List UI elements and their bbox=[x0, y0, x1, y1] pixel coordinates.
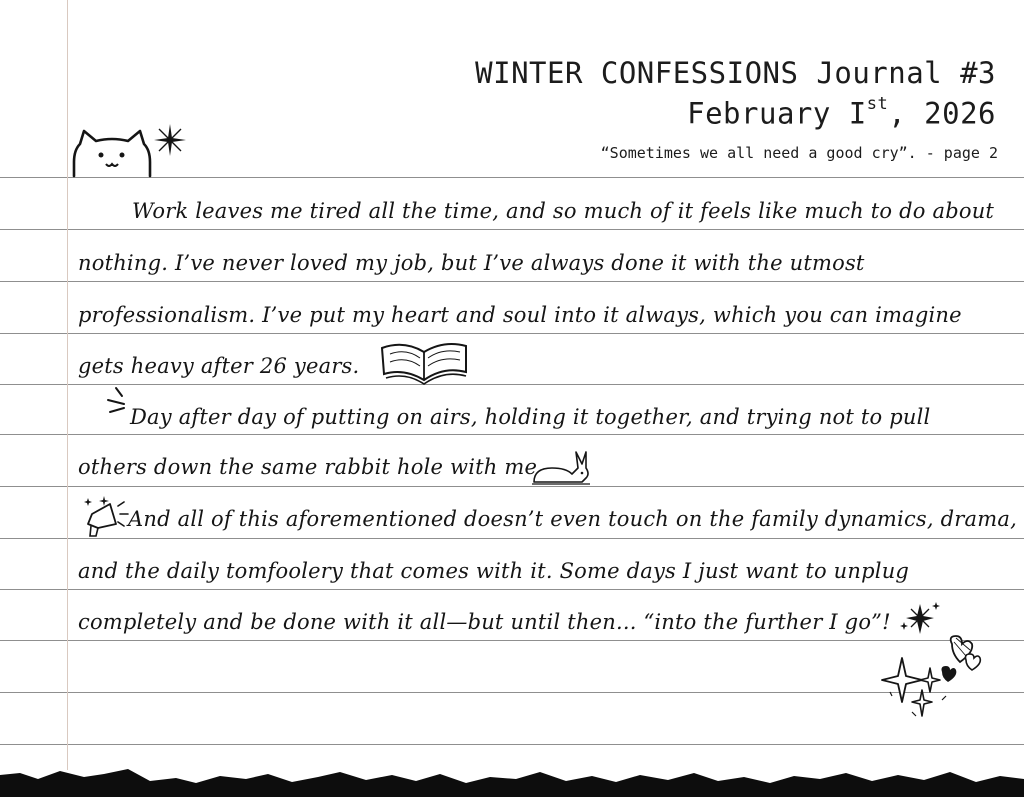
entry-line-1: Work leaves me tired all the time, and so much of it feels like much to do about bbox=[132, 199, 995, 223]
entry-line-8: and the daily tomfoolery that comes with it. Some days I just want to unplug bbox=[78, 559, 910, 583]
date-month: February I bbox=[687, 96, 867, 131]
date-year: , 2026 bbox=[888, 96, 996, 131]
entry-line-5: Day after day of putting on airs, holding it together, and trying not to pull bbox=[130, 405, 931, 429]
torn-paper-edge bbox=[0, 757, 1024, 797]
entry-line-6: others down the same rabbit hole with me. bbox=[78, 455, 544, 479]
open-book-icon bbox=[378, 334, 470, 388]
entry-line-3: professionalism. I’ve put my heart and soul into it always, which you can imagine bbox=[78, 303, 962, 327]
emphasis-marks-icon bbox=[104, 386, 132, 416]
megaphone-icon bbox=[82, 494, 130, 540]
journal-quote: “Sometimes we all need a good cry”. - page 2 bbox=[600, 144, 998, 162]
rabbit-icon bbox=[530, 448, 592, 488]
journal-header bbox=[475, 56, 996, 132]
entry-line-2: nothing. I’ve never loved my job, but I’ve always done it with the utmost bbox=[78, 251, 865, 275]
entry-line-4: gets heavy after 26 years. bbox=[78, 354, 360, 378]
journal-date bbox=[475, 90, 996, 132]
journal-title: WINTER CONFESSIONS Journal #3 bbox=[475, 56, 996, 90]
margin-line bbox=[67, 0, 68, 770]
sparkle-icon bbox=[152, 122, 188, 158]
date-suffix: st bbox=[866, 94, 889, 114]
entry-line-7: And all of this aforementioned doesn’t even touch on the family dynamics, drama, bbox=[128, 507, 1017, 531]
entry-line-9: completely and be done with it all—but until then... “into the further I go”! bbox=[78, 610, 891, 634]
cat-icon bbox=[70, 128, 154, 178]
sparkles-and-hearts-icon bbox=[876, 596, 986, 722]
